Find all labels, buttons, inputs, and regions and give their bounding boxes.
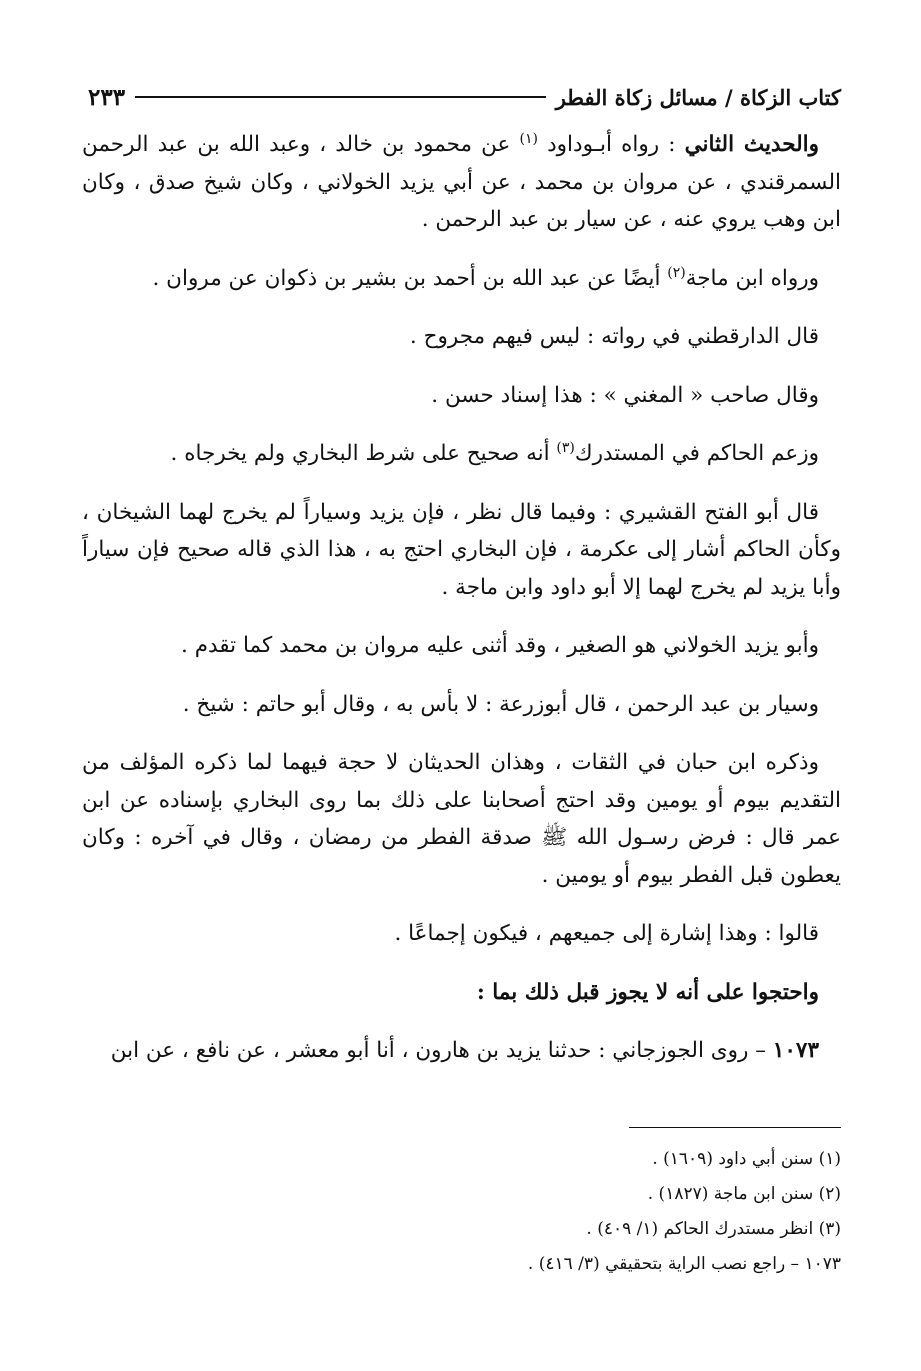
footnote-1: (١) سنن أبي داود (١٦٠٩) . bbox=[652, 1149, 841, 1169]
paragraph-11: واحتجوا على أنه لا يجوز قبل ذلك بما : bbox=[476, 979, 819, 1005]
paragraph-5-text-b: أنه صحيح على شرط البخاري ولم يخرجاه . bbox=[170, 441, 557, 466]
paragraph-10: قالوا : وهذا إشارة إلى جميعهم ، فيكون إجماعًا . bbox=[394, 921, 819, 946]
paragraph-2-text-b: أيضًا عن عبد الله بن أحمد بن بشير بن ذكوان عن مروان . bbox=[152, 265, 668, 291]
page-number: ٢٣٣ bbox=[88, 83, 126, 111]
paragraph-12-text: – روى الجوزجاني : حدثنا يزيد بن هارون ، أنا أبو معشر ، عن نافع ، عن ابن bbox=[110, 1038, 773, 1063]
paragraph-5 bbox=[82, 435, 841, 473]
paragraph-2-text-a: ورواه ابن ماجة bbox=[685, 265, 819, 291]
hadith-label: والحديث الثاني bbox=[684, 132, 820, 157]
footnotes bbox=[82, 1142, 841, 1282]
paragraph-9: وذكره ابن حبان في الثقات ، وهذان الحديثان لا حجة فيهما لما ذكره المؤلف من التقديم بيوم أو يومين وقد احتج أصحابنا على ذلك بما روى البخاري بإسناده عن ابن عمر قال : فرض رسـول الله ﷺ صدقة الفطر من رمضان ، وقال في آخره : وكان يعطون قبل الفطر بيوم أو يومين . bbox=[82, 750, 841, 888]
paragraph-1 bbox=[82, 126, 841, 239]
paragraph-12 bbox=[82, 1032, 841, 1070]
hadith-number: ١٠٧٣ bbox=[772, 1038, 819, 1063]
paragraph-2 bbox=[82, 260, 841, 298]
paragraph-6: قال أبو الفتح القشيري : وفيما قال نظر ، فإن يزيد وسياراً لم يخرج لهما الشيخان ، وكأن الحاكم أشار إلى عكرمة ، فإن البخاري احتج به ، هذا الذي قاله صحيح فإن سياراً وأبا يزيد لم يخرج لهما إلا أبو داود وابن ماجة . bbox=[82, 499, 841, 600]
footnote-ref-2[interactable]: (٢) bbox=[667, 264, 686, 281]
footnote-separator bbox=[629, 1127, 841, 1128]
footnote-ref-1[interactable]: (١) bbox=[519, 130, 538, 147]
running-header bbox=[88, 80, 841, 114]
footnote-3: (٣) انظر مستدرك الحاكم (١/ ٤٠٩) . bbox=[586, 1219, 841, 1239]
footnote-4: ١٠٧٣ – راجع نصب الراية بتحقيقي (٣/ ٤١٦) . bbox=[527, 1254, 841, 1274]
paragraph-1-text-a: : رواه أبـوداود bbox=[537, 132, 685, 157]
footnote-ref-3[interactable]: (٣) bbox=[556, 439, 575, 456]
footnote-2: (٢) سنن ابن ماجة (١٨٢٧) . bbox=[647, 1184, 841, 1204]
header-rule bbox=[135, 96, 546, 98]
paragraph-8: وسيار بن عبد الرحمن ، قال أبوزرعة : لا بأس به ، وقال أبو حاتم : شيخ . bbox=[182, 691, 819, 717]
paragraph-7: وأبو يزيد الخولاني هو الصغير ، وقد أثنى عليه مروان بن محمد كما تقدم . bbox=[181, 633, 819, 658]
paragraph-3: قال الدارقطني في رواته : ليس فيهم مجروح . bbox=[409, 324, 819, 349]
paragraph-5-text-a: وزعم الحاكم في المستدرك bbox=[574, 441, 819, 466]
paragraph-4: وقال صاحب « المغني » : هذا إسناد حسن . bbox=[431, 382, 819, 408]
paragraph-1-text-b: عن محمود بن خالد ، وعبد الله بن عبد الرحمن السمرقندي ، عن مروان بن محمد ، عن أبي يزيد الخولاني ، وكان شيخ صدق ، وكان ابن وهب يروي عنه ، عن سيار بن عبد الرحمن . bbox=[82, 132, 841, 232]
header-title: كتاب الزكاة / مسائل زكاة الفطر bbox=[555, 84, 841, 110]
main-text bbox=[82, 126, 841, 1091]
